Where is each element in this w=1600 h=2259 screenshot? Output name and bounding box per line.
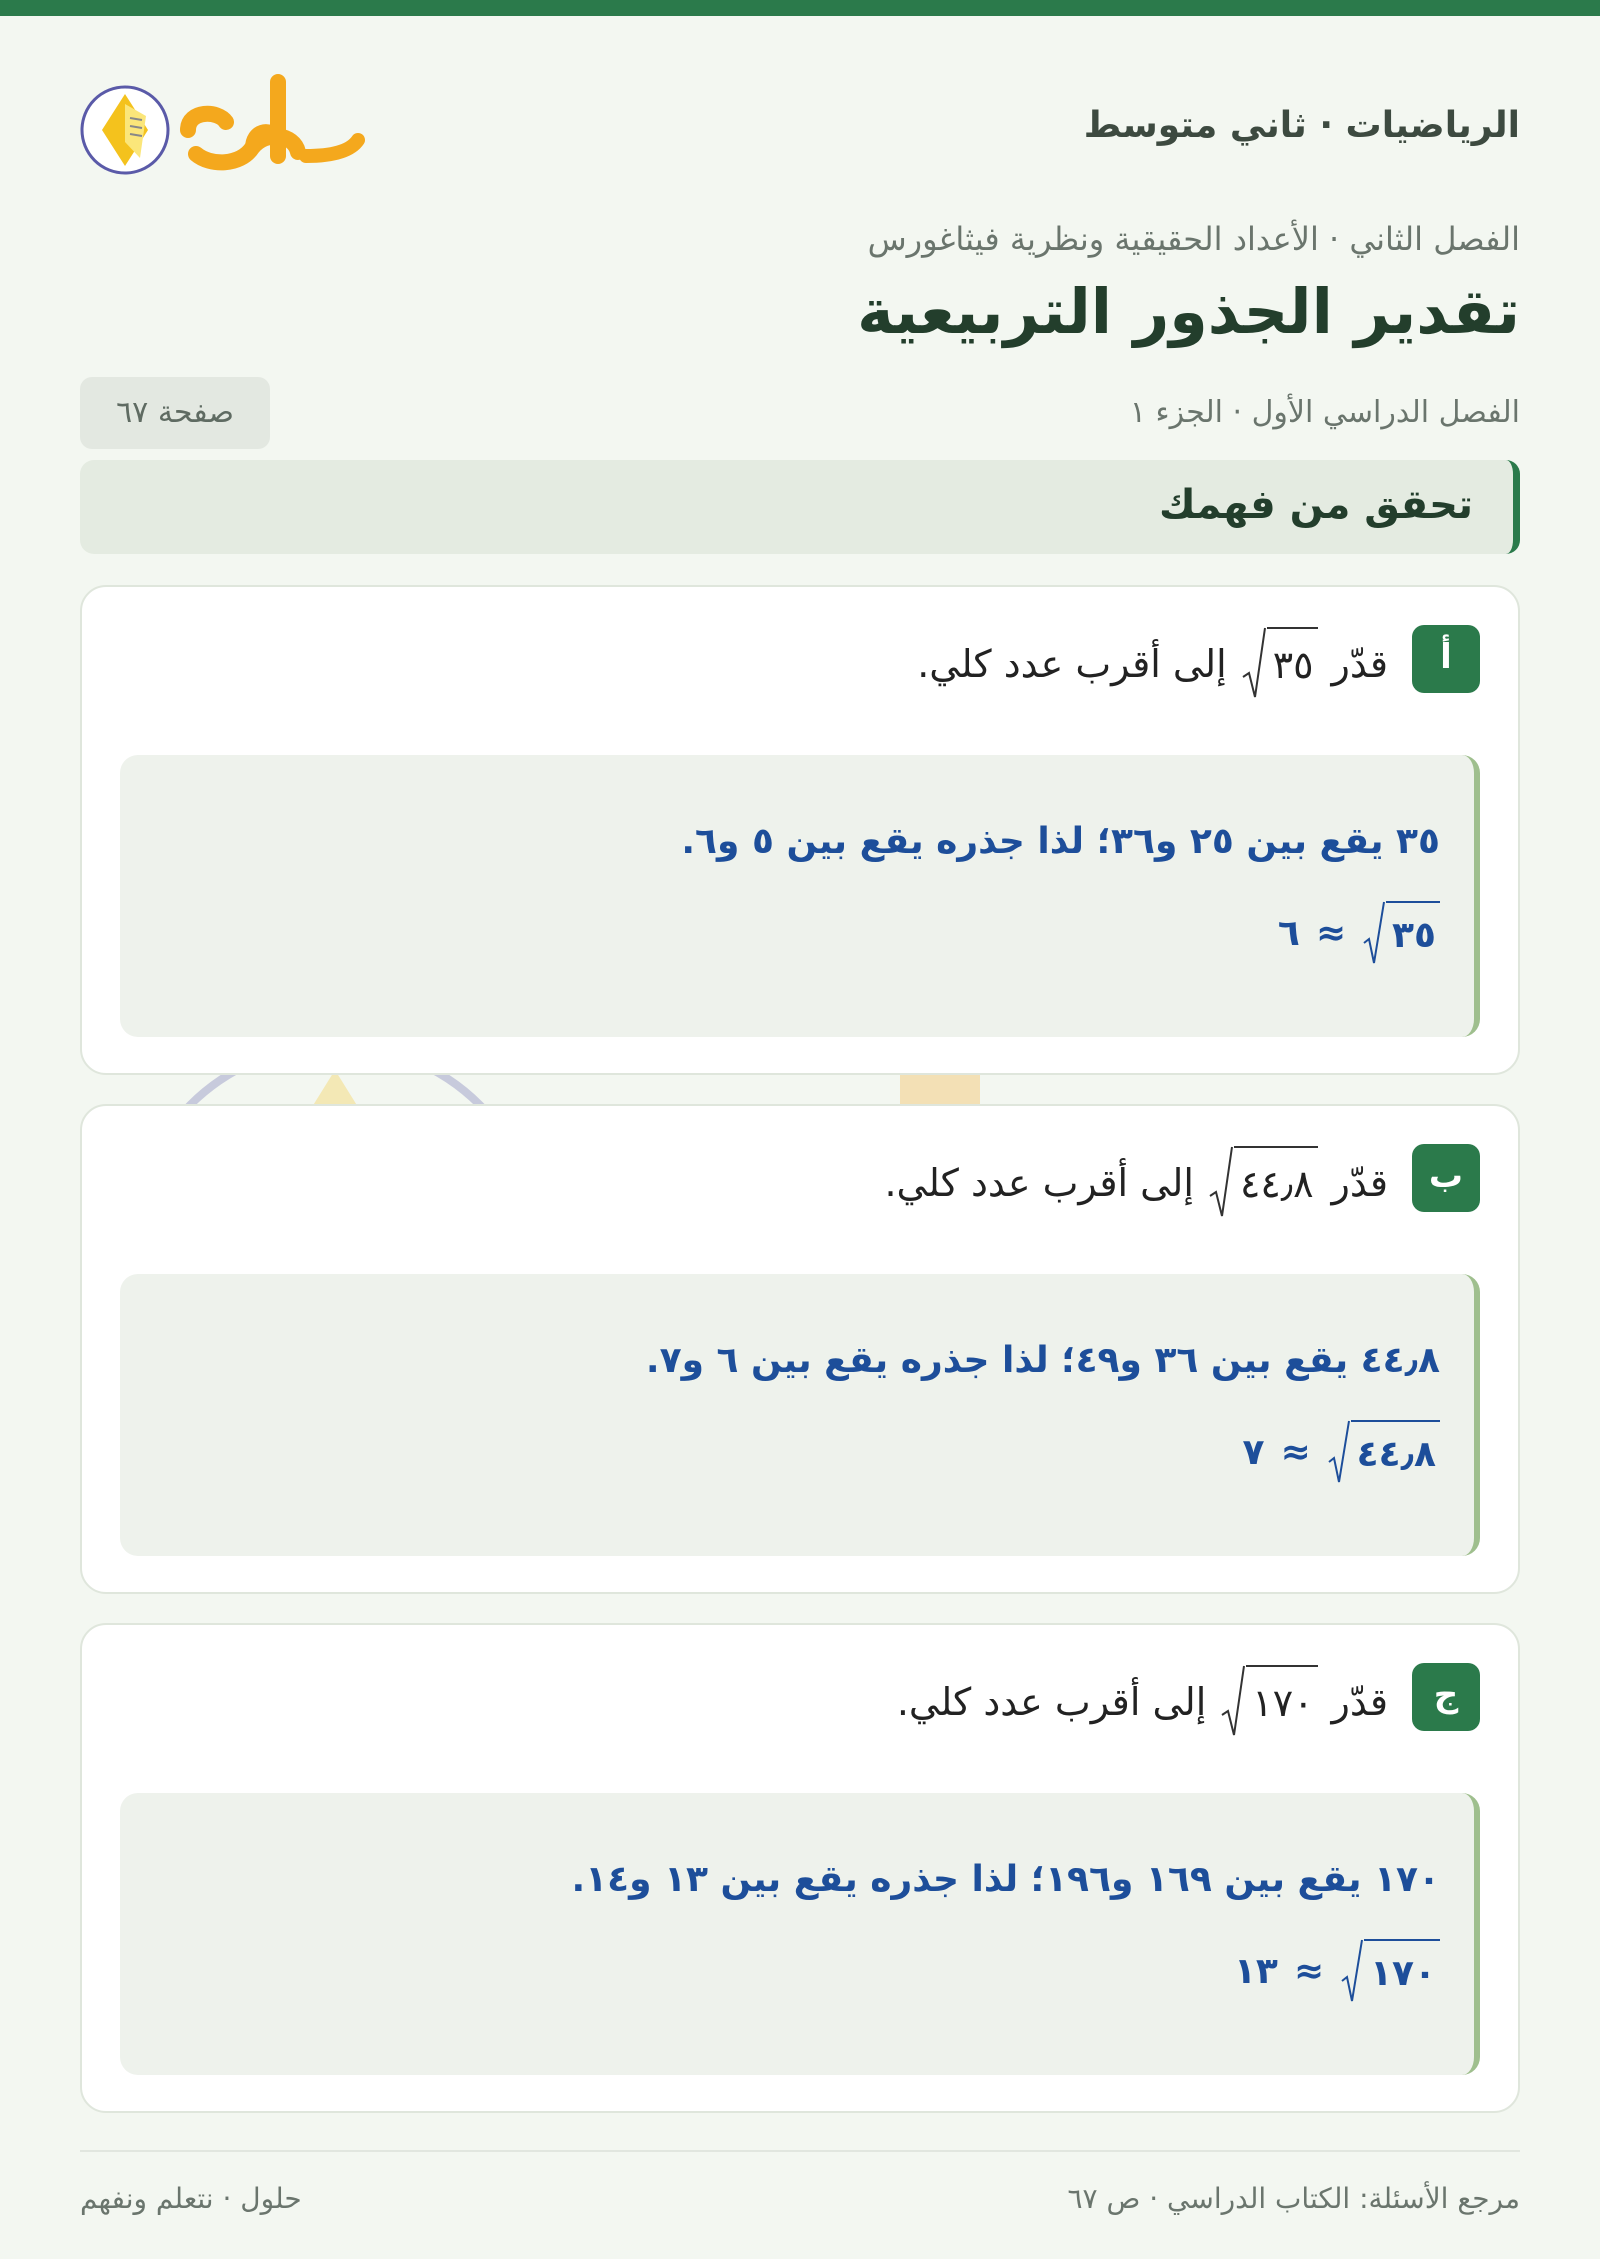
- top-accent-bar: [0, 0, 1600, 16]
- solution-box: [120, 1274, 1480, 1556]
- question-letter-badge: أ: [1412, 625, 1480, 693]
- square-root-expression: [1208, 1146, 1318, 1220]
- question-text: [897, 1665, 1388, 1739]
- solution-box: [120, 755, 1480, 1037]
- radical-sign-icon: [1327, 1420, 1351, 1484]
- question-card-b: [80, 1104, 1520, 1594]
- lesson-title: تقدير الجذور التربيعية: [857, 275, 1520, 348]
- square-root-expression: [1327, 1420, 1440, 1484]
- square-root-expression: [1362, 901, 1440, 965]
- question-prefix: قدّر: [1331, 642, 1388, 686]
- answer-radicand: ١٧٠: [1364, 1939, 1440, 1994]
- square-root-expression: [1340, 1939, 1440, 2003]
- question-suffix: إلى أقرب عدد كلي.: [896, 1680, 1207, 1724]
- footer-reference: مرجع الأسئلة: الكتاب الدراسي · ص ٦٧: [1067, 2182, 1520, 2215]
- section-heading-text: تحقق من فهمك: [1159, 482, 1473, 528]
- solution-explanation: ٣٥ يقع بين ٢٥ و٣٦؛ لذا جذره يقع بين ٥ و٦.: [681, 821, 1440, 862]
- brand-logo[interactable]: [80, 60, 370, 180]
- answer-value: ٦: [1277, 912, 1300, 954]
- solution-answer: [1278, 901, 1440, 965]
- footer-divider: [80, 2150, 1520, 2152]
- radicand: ٤٤٫٨: [1234, 1146, 1318, 1206]
- page-header: [80, 60, 1520, 180]
- radicand: ١٧٠: [1246, 1665, 1317, 1725]
- square-root-expression: [1241, 627, 1318, 701]
- solution-answer: [1234, 1939, 1440, 2003]
- answer-value: ٧: [1242, 1431, 1265, 1473]
- question-prefix: قدّر: [1331, 1161, 1388, 1205]
- question-card-c: [80, 1623, 1520, 2113]
- approx-symbol: ≈: [1280, 1431, 1311, 1473]
- radical-sign-icon: [1241, 627, 1267, 701]
- answer-radicand: ٣٥: [1386, 901, 1440, 956]
- answer-value: ١٣: [1233, 1950, 1278, 1992]
- approx-symbol: ≈: [1315, 912, 1347, 954]
- radical-sign-icon: [1362, 901, 1386, 965]
- solution-box: [120, 1793, 1480, 2075]
- semester-label: الفصل الدراسي الأول · الجزء ١: [1129, 395, 1520, 430]
- radical-sign-icon: [1208, 1146, 1234, 1220]
- question-text: [917, 627, 1388, 701]
- solution-answer: [1242, 1420, 1440, 1484]
- question-letter-badge: ب: [1412, 1144, 1480, 1212]
- section-heading: [80, 460, 1520, 554]
- square-root-expression: [1220, 1665, 1317, 1739]
- page-number-badge: صفحة ٦٧: [80, 377, 270, 449]
- question-letter-badge: ج: [1412, 1663, 1480, 1731]
- question-suffix: إلى أقرب عدد كلي.: [884, 1161, 1194, 1205]
- solution-explanation: ٤٤٫٨ يقع بين ٣٦ و٤٩؛ لذا جذره يقع بين ٦ و٧.: [645, 1340, 1440, 1381]
- radical-sign-icon: [1220, 1665, 1246, 1739]
- solution-explanation: ١٧٠ يقع بين ١٦٩ و١٩٦؛ لذا جذره يقع بين ١٣ و١٤.: [571, 1859, 1440, 1900]
- question-text: [884, 1146, 1388, 1220]
- footer-tagline: حلول · نتعلم ونفهم: [80, 2182, 302, 2215]
- answer-radicand: ٤٤٫٨: [1351, 1420, 1440, 1475]
- approx-symbol: ≈: [1293, 1950, 1325, 1992]
- subject-label: الرياضيات · ثاني متوسط: [1083, 105, 1520, 146]
- question-prefix: قدّر: [1331, 1680, 1388, 1724]
- radical-sign-icon: [1340, 1939, 1364, 2003]
- chapter-title: الفصل الثاني · الأعداد الحقيقية ونظرية فيثاغورس: [867, 220, 1520, 258]
- question-card-a: [80, 585, 1520, 1075]
- radicand: ٣٥: [1267, 627, 1318, 687]
- question-suffix: إلى أقرب عدد كلي.: [917, 642, 1227, 686]
